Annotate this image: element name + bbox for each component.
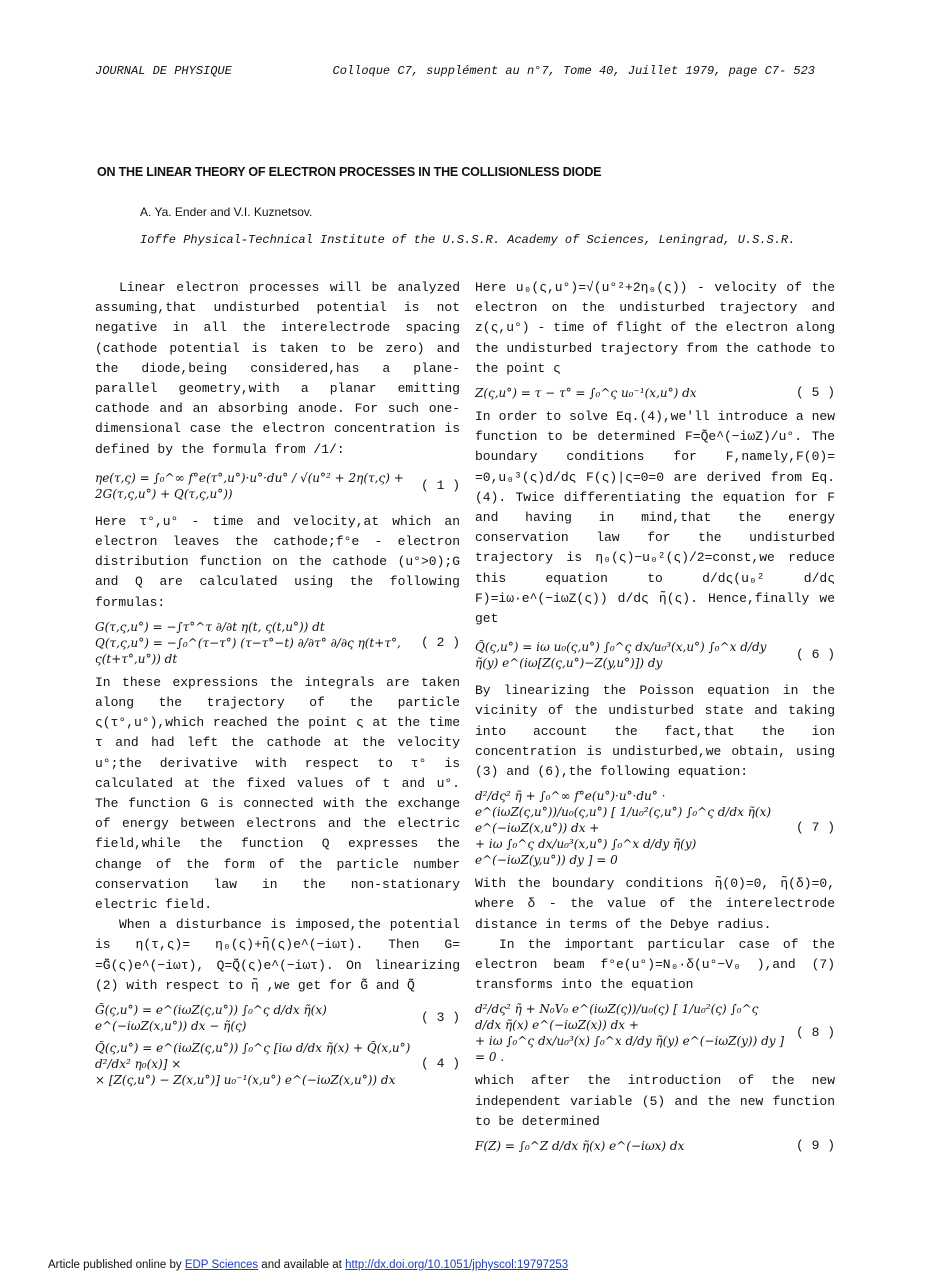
equation-expression xyxy=(475,1001,788,1065)
equation-5 xyxy=(475,385,835,401)
publication-footer xyxy=(48,1259,568,1271)
equation-expression: Z(ς,u°) = τ − τ° = ∫₀^ς u₀⁻¹(x,u°) dx xyxy=(475,386,697,401)
right-column xyxy=(475,278,835,1160)
paragraph: In these expressions the integrals are taken along the trajectory of the particle ς(τ°,u°),which reached the point ς at the time τ and had left the cathode at the velocity u°;the derivative with respect to τ° is calculated at the fixed values of t and u°. The function G is connected with the exchange of energy between electrons and the electric field,while the function Q expresses the change of the form of the particle number conservation law in the non-stationary electric field. xyxy=(95,674,460,913)
paragraph: Here τ°,u° - time and velocity,at which an electron leaves the cathode;f°e - electron distribution function on the cathode (u°>0);G and Q are calculated using the following formulas: xyxy=(95,513,460,610)
equation-expression xyxy=(95,1040,413,1088)
equation-number: ( 8 ) xyxy=(795,1025,835,1041)
equation-number: ( 1 ) xyxy=(420,477,460,493)
equation-line: + iω ∫₀^ς dx/u₀³(x,u°) ∫₀^x d/dy η̃(y) e^(−iωZ(y,u°)) dy ] = 0 xyxy=(475,837,697,868)
equation-line: Q(τ,ς,u°) = −∫₀^(τ−τ°) (τ−τ°−t) ∂/∂τ° ∂/∂ς η(t+τ°, ς(t+τ°,u°)) dt xyxy=(95,635,401,666)
paragraph: By linearizing the Poisson equation in the vicinity of the undisturbed state and taking into account the fact,that the ion concentration is undisturbed,we obtain, using (3) and (6),the following equation: xyxy=(475,683,835,780)
equation-line: + iω ∫₀^ς dx/u₀³(x) ∫₀^x d/dy η̃(y) e^(−iωZ(y)) dy ] = 0 . xyxy=(475,1034,785,1065)
article-title: ON THE LINEAR THEORY OF ELECTRON PROCESSES IN THE COLLISIONLESS DIODE xyxy=(97,165,602,179)
paragraph: In order to solve Eq.(4),we'll introduce a new function to be determined F=Q̃e^(−iωZ)/u°. The boundary conditions for F,namely,F(0)= =0,u₀³(ς)d/dς F(ς)|ς=0=0 are derived from Eq.(4). Twice differentiating the equation for F and having in mind,that the energy conservation law for the undisturbed trajectory is η₀(ς)−u₀²(ς)/2=const,we reduce this equation to d/dς(u₀² d/dς F)=iω·e^(−iωZ(ς)) d/dς η̃(ς). Hence,finally we get xyxy=(475,409,835,627)
paragraph: When a disturbance is imposed,the potential is η(τ,ς)= η₀(ς)+η̃(ς)e^(−iωτ). Then G= =G̃(ς)e^(−iωτ), Q=Q̃(ς)e^(−iωτ). On linearizing (2) with respect to η̃ ,we get for G̃ and Q̃ xyxy=(95,917,460,993)
equation-8 xyxy=(475,1001,835,1065)
equation-number: ( 7 ) xyxy=(795,820,835,836)
journal-name: JOURNAL DE PHYSIQUE xyxy=(95,64,232,78)
equation-number: ( 3 ) xyxy=(420,1010,460,1026)
equation-expression: F(Z) = ∫₀^Z d/dx η̃(x) e^(−iωx) dx xyxy=(475,1139,685,1154)
paragraph: In the important particular case of the electron beam f°e(u°)=N₀·δ(u°−V₀ ),and (7) transforms into the equation xyxy=(475,936,835,993)
doi-link[interactable]: http://dx.doi.org/10.1051/jphyscol:19797253 xyxy=(345,1259,569,1271)
equation-line: d²/dς² η̃ + ∫₀^∞ f°e(u°)·u°·du° · e^(iωZ(ς,u°))/u₀(ς,u°) [ 1/u₀²(ς,u°) ∫₀^ς d/dx η̃(x) e^(−iωZ(x,u°)) dx + xyxy=(475,789,772,836)
equation-number: ( 2 ) xyxy=(420,634,460,650)
issue-info: Colloque C7, supplément au n°7, Tome 40, Juillet 1979, page C7- 523 xyxy=(332,64,815,78)
footer-text: and available at xyxy=(258,1259,346,1271)
equation-9 xyxy=(475,1138,835,1154)
equation-4 xyxy=(95,1040,460,1088)
authors: A. Ya. Ender and V.I. Kuznetsov. xyxy=(140,205,313,219)
left-column xyxy=(95,278,460,1094)
equation-7 xyxy=(475,788,835,868)
equation-number: ( 6 ) xyxy=(795,647,835,663)
equation-number: ( 5 ) xyxy=(795,385,835,401)
affiliation: Ioffe Physical-Technical Institute of the U.S.S.R. Academy of Sciences, Leningrad, U.S.S.R. xyxy=(140,233,796,247)
equation-line: d²/dς² η̃ + N₀V₀ e^(iωZ(ς))/u₀(ς) [ 1/u₀²(ς) ∫₀^ς d/dx η̃(x) e^(−iωZ(x)) dx + xyxy=(475,1002,759,1033)
equation-6 xyxy=(475,635,835,675)
equation-3 xyxy=(95,1002,460,1034)
equation-2 xyxy=(95,619,460,667)
equation-line: Q̃(ς,u°) = e^(iωZ(ς,u°)) ∫₀^ς [iω d/dx η̃(x) + Q̃(x,u°) d²/dx² η₀(x)] × xyxy=(95,1041,411,1072)
equation-expression: Q̃(ς,u°) = iω u₀(ς,u°) ∫₀^ς dx/u₀³(x,u°) ∫₀^x d/dy η̃(y) e^(iω[Z(ς,u°)−Z(y,u°)]) dy xyxy=(475,640,767,671)
equation-number: ( 9 ) xyxy=(795,1138,835,1154)
equation-number: ( 4 ) xyxy=(420,1056,460,1072)
paragraph: Here u₀(ς,u°)=√(u°²+2η₀(ς)) - velocity of the electron on the undisturbed trajectory and z(ς,u°) - time of flight of the electron along the undisturbed trajectory from the cathode to the point ς xyxy=(475,280,835,376)
equation-expression xyxy=(95,619,413,667)
equation-expression: ηe(τ,ς) = ∫₀^∞ f°e(τ°,u°)·u°·du° / √(u°² + 2η(τ,ς) + 2G(τ,ς,u°) + Q(τ,ς,u°)) xyxy=(95,470,404,501)
equation-line: × [Z(ς,u°) − Z(x,u°)] u₀⁻¹(x,u°) e^(−iωZ(x,u°)) dx xyxy=(95,1073,396,1088)
paragraph: which after the introduction of the new independent variable (5) and the new function to be determined xyxy=(475,1073,835,1129)
footer-text: Article published online by xyxy=(48,1259,185,1271)
paragraph: Linear electron processes will be analyzed assuming,that undisturbed potential is not negative in all the interelectrode spacing (cathode potential is taken to be zero) and the diode,being considered,has a plane-parallel geometry,with a planar emitting cathode and an absorbing anode. For such one-dimensional case the electron concentration is defined by the formula from /1/: xyxy=(95,280,460,457)
equation-expression xyxy=(475,788,788,868)
publisher-link[interactable]: EDP Sciences xyxy=(184,1259,259,1271)
paragraph: With the boundary conditions η̃(0)=0, η̃(δ)=0, where δ - the value of the interelectrode distance in terms of the Debye radius. xyxy=(475,876,835,932)
equation-1 xyxy=(95,466,460,506)
equation-expression: G̃(ς,u°) = e^(iωZ(ς,u°)) ∫₀^ς d/dx η̃(x) e^(−iωZ(x,u°)) dx − η̃(ς) xyxy=(95,1003,327,1034)
equation-line: G(τ,ς,u°) = −∫τ°^τ ∂/∂t η(t, ς(t,u°)) dt xyxy=(95,619,325,634)
